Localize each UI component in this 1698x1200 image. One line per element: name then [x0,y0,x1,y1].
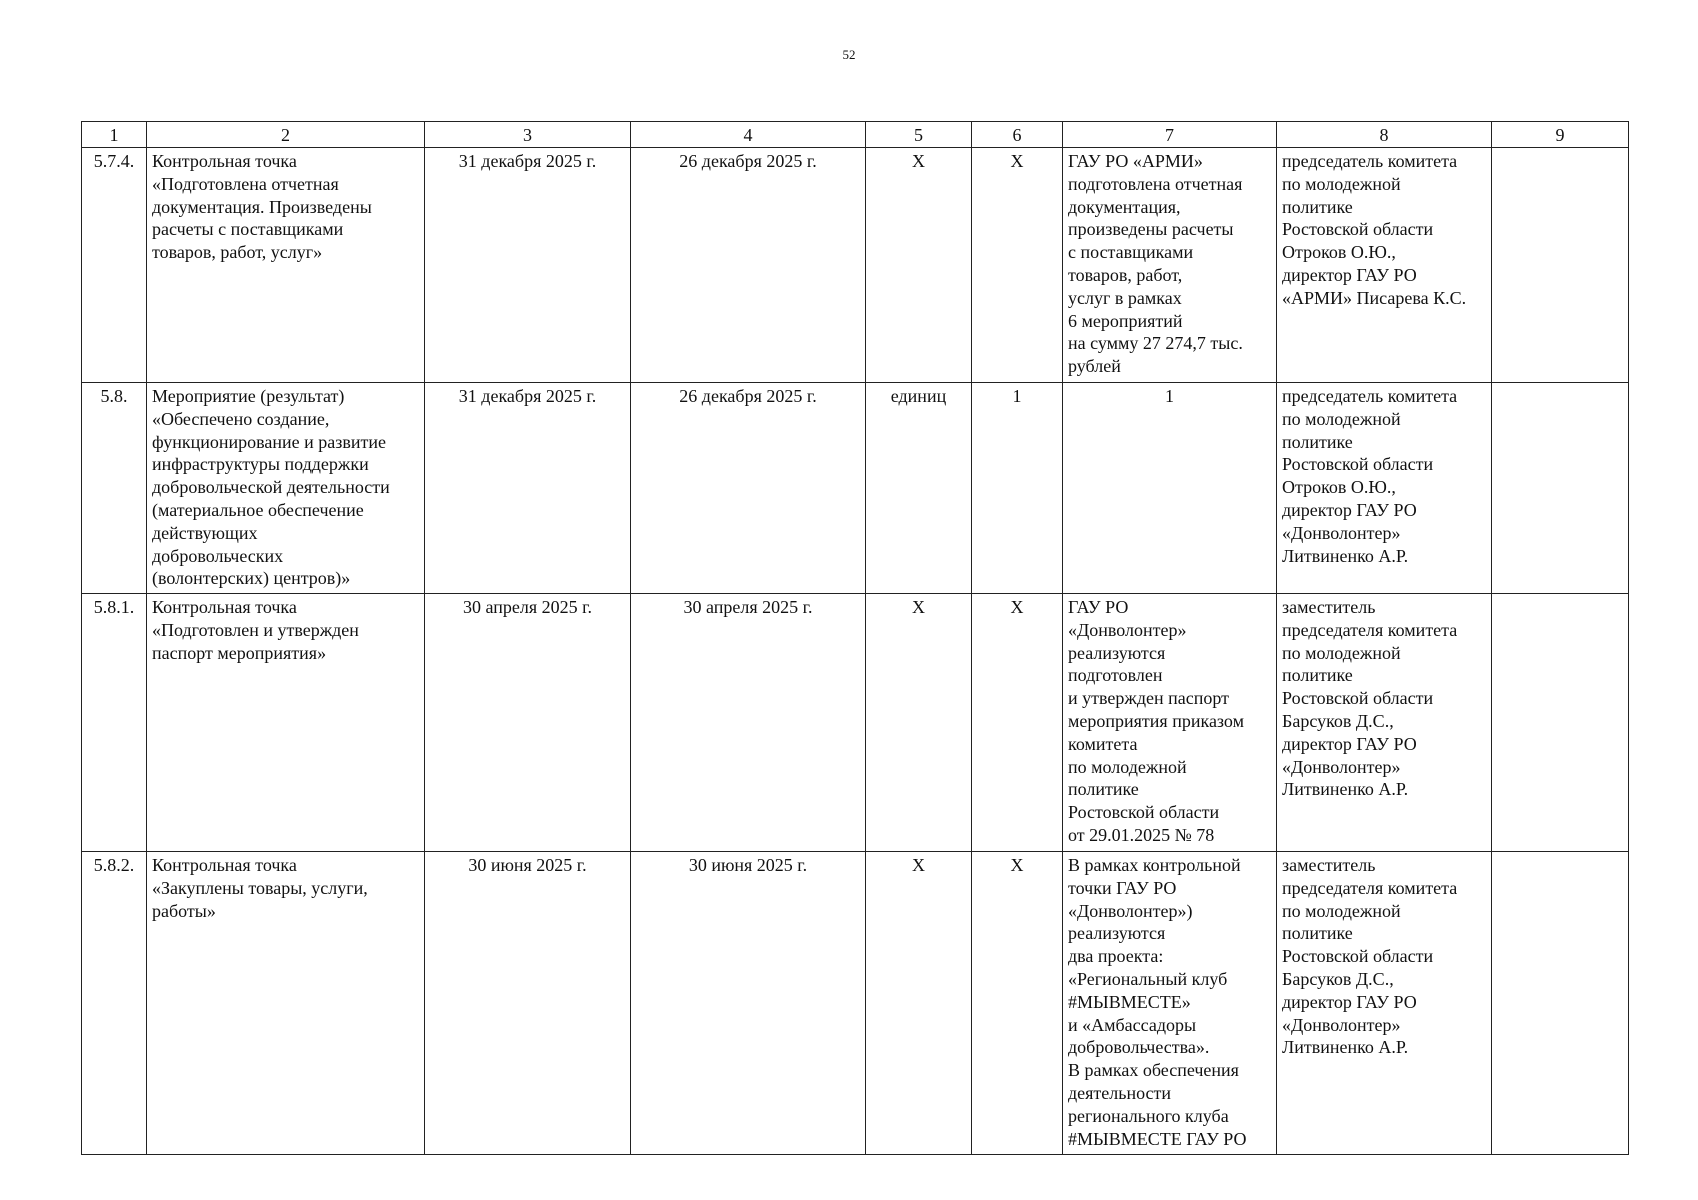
row-unit: X [866,594,972,852]
row-number: 5.8.2. [82,852,147,1155]
row-date-plan: 30 апреля 2025 г. [425,594,631,852]
row-date-plan: 30 июня 2025 г. [425,852,631,1155]
row-date-plan: 31 декабря 2025 г. [425,148,631,383]
row-date-plan: 31 декабря 2025 г. [425,383,631,594]
row-status: 1 [1063,383,1277,594]
row-value: 1 [972,383,1063,594]
row-name: Мероприятие (результат) «Обеспечено создание, функционирование и развитие инфраструктуры поддержки добровольческой деятельности (материальное обеспечение действующих добровольческих (волонтерских) центров)» [147,383,425,594]
row-status: ГАУ РО «Донволонтер» реализуются подготовлен и утвержден паспорт мероприятия приказом комитета по молодежной политике Ростовской области от 29.01.2025 № 78 [1063,594,1277,852]
row-responsible: председатель комитета по молодежной политике Ростовской области Отроков О.Ю., директор ГАУ РО «Донволонтер» Литвиненко А.Р. [1277,383,1492,594]
row-number: 5.8. [82,383,147,594]
row-date-fact: 30 апреля 2025 г. [631,594,866,852]
row-unit: единиц [866,383,972,594]
row-responsible: заместитель председателя комитета по молодежной политике Ростовской области Барсуков Д.С., директор ГАУ РО «Донволонтер» Литвиненко А.Р. [1277,852,1492,1155]
row-note [1492,594,1629,852]
column-header: 5 [866,122,972,148]
row-name: Контрольная точка «Закуплены товары, услуги, работы» [147,852,425,1155]
column-header: 2 [147,122,425,148]
table-row [82,383,1629,594]
row-note [1492,852,1629,1155]
header-row [82,122,1629,148]
column-header: 8 [1277,122,1492,148]
row-status: ГАУ РО «АРМИ» подготовлена отчетная документация, произведены расчеты с поставщиками товаров, работ, услуг в рамках 6 мероприятий на сумму 27 274,7 тыс. рублей [1063,148,1277,383]
row-date-fact: 26 декабря 2025 г. [631,148,866,383]
row-status: В рамках контрольной точки ГАУ РО «Донволонтер») реализуются два проекта: «Региональный клуб #МЫВМЕСТЕ» и «Амбассадоры добровольчества». В рамках обеспечения деятельности регионального клуба #МЫВМЕСТЕ ГАУ РО [1063,852,1277,1155]
row-number: 5.8.1. [82,594,147,852]
column-header: 4 [631,122,866,148]
row-number: 5.7.4. [82,148,147,383]
row-responsible: председатель комитета по молодежной политике Ростовской области Отроков О.Ю., директор ГАУ РО «АРМИ» Писарева К.С. [1277,148,1492,383]
row-unit: X [866,852,972,1155]
table-row [82,148,1629,383]
row-date-fact: 30 июня 2025 г. [631,852,866,1155]
row-date-fact: 26 декабря 2025 г. [631,383,866,594]
row-note [1492,383,1629,594]
row-value: X [972,852,1063,1155]
row-unit: X [866,148,972,383]
row-name: Контрольная точка «Подготовлен и утвержден паспорт мероприятия» [147,594,425,852]
column-header: 7 [1063,122,1277,148]
column-header: 6 [972,122,1063,148]
row-name: Контрольная точка «Подготовлена отчетная документация. Произведены расчеты с поставщиками товаров, работ, услуг» [147,148,425,383]
page-number: 52 [842,47,856,62]
table-row [82,852,1629,1155]
row-value: X [972,594,1063,852]
row-responsible: заместитель председателя комитета по молодежной политике Ростовской области Барсуков Д.С., директор ГАУ РО «Донволонтер» Литвиненко А.Р. [1277,594,1492,852]
column-header: 1 [82,122,147,148]
table-row [82,594,1629,852]
report-table [81,121,1629,1155]
column-header: 3 [425,122,631,148]
row-note [1492,148,1629,383]
row-value: X [972,148,1063,383]
column-header: 9 [1492,122,1629,148]
